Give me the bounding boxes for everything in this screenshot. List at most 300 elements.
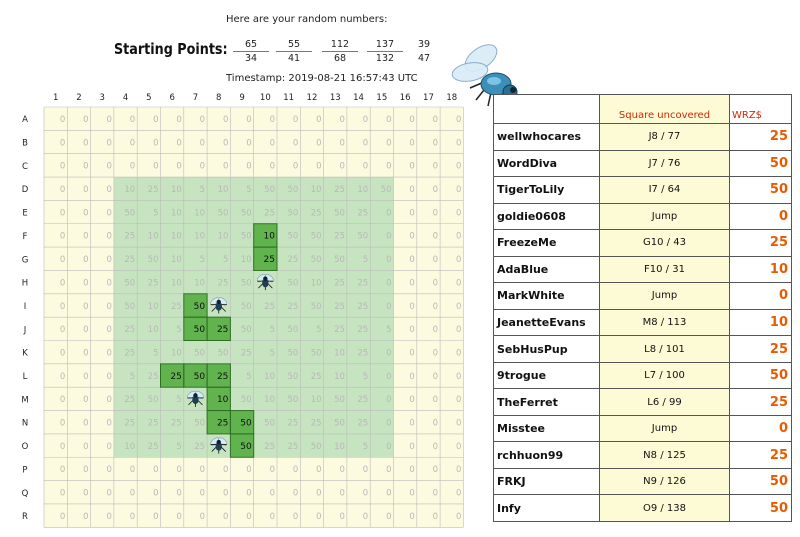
cell-value: 0: [106, 371, 112, 382]
cell-value: 0: [222, 138, 229, 149]
cell-value: 0: [316, 488, 322, 499]
player-name: SebHusPup: [494, 336, 600, 363]
cell-value: 0: [409, 278, 415, 289]
column-label: 6: [169, 93, 175, 103]
cell-value: 0: [386, 465, 392, 476]
cell-value: 10: [194, 278, 206, 289]
cell-value: 0: [455, 161, 462, 172]
player-name: goldie0608: [494, 203, 600, 230]
cell-value: 0: [409, 465, 415, 476]
cell-value: 25: [287, 255, 299, 266]
cell-value: 5: [386, 325, 392, 336]
starting-points-label: Starting Points:: [114, 40, 228, 58]
cell-value: 0: [176, 161, 182, 172]
cell-value: 0: [106, 278, 112, 289]
leaderboard-row: [494, 177, 792, 204]
cell-value: 25: [170, 301, 182, 312]
cell-value: 0: [386, 301, 392, 312]
cell-value: 0: [59, 185, 66, 196]
cell-value: 50: [240, 278, 252, 289]
uncovered-value: 25: [216, 371, 229, 382]
cell-value: 10: [170, 255, 182, 266]
cell-value: 50: [264, 185, 275, 196]
cell-value: 0: [455, 465, 462, 476]
cell-value: 0: [432, 348, 439, 359]
cell-value: 0: [59, 325, 66, 336]
player-name: FreezeMe: [494, 230, 600, 257]
square-uncovered: Jump: [600, 415, 730, 442]
cell-value: 25: [147, 371, 159, 382]
cell-value: 50: [124, 301, 136, 312]
cell-value: 0: [339, 465, 345, 476]
cell-value: 0: [83, 488, 89, 499]
cell-value: 0: [222, 161, 229, 172]
cell-value: 0: [269, 465, 275, 476]
cell-value: 0: [83, 325, 89, 336]
cell-value: 25: [310, 418, 322, 429]
row-label: C: [22, 161, 28, 172]
cell-value: 25: [194, 441, 206, 452]
cell-value: 0: [176, 511, 182, 522]
cell-value: 0: [339, 114, 345, 125]
cell-value: 5: [153, 208, 159, 219]
cell-value: 25: [357, 278, 369, 289]
cell-value: 0: [455, 488, 462, 499]
leaderboard-row: [494, 442, 792, 469]
cell-value: 5: [246, 185, 252, 196]
cell-value: 0: [316, 138, 322, 149]
cell-value: 25: [124, 325, 136, 336]
cell-value: 0: [83, 161, 89, 172]
cell-value: 0: [455, 348, 462, 359]
cell-value: 0: [83, 418, 89, 429]
cell-value: 0: [246, 488, 252, 499]
cell-value: 0: [432, 301, 439, 312]
cell-value: 50: [287, 371, 299, 382]
square-uncovered: J8 / 77: [600, 124, 730, 151]
square-uncovered: M8 / 113: [600, 309, 730, 336]
random-number-bottom: 68: [333, 53, 347, 64]
cell-value: 50: [124, 278, 136, 289]
cell-value: 0: [316, 114, 322, 125]
cell-value: 10: [334, 371, 345, 382]
cell-value: 25: [124, 418, 136, 429]
cell-value: 0: [432, 325, 439, 336]
column-label: 10: [259, 93, 271, 103]
wrz-amount: 25: [730, 389, 792, 416]
cell-value: 0: [455, 231, 462, 242]
column-label: 15: [376, 93, 388, 103]
cell-value: 5: [176, 395, 182, 406]
cell-value: 0: [59, 301, 66, 312]
cell-value: 0: [153, 138, 159, 149]
cell-value: 0: [292, 114, 299, 125]
row-label: L: [22, 372, 28, 383]
cell-value: 0: [432, 231, 439, 242]
cell-value: 0: [83, 231, 89, 242]
cell-value: 0: [432, 208, 439, 219]
cell-value: 0: [106, 348, 112, 359]
cell-value: 25: [124, 348, 136, 359]
random-number-bottom: 47: [417, 53, 431, 64]
cell-value: 0: [409, 208, 415, 219]
cell-value: 0: [129, 488, 136, 499]
cell-value: 50: [310, 441, 322, 452]
random-number-bottom: 34: [244, 53, 258, 64]
cell-value: 0: [199, 114, 206, 125]
cell-value: 0: [455, 511, 462, 522]
cell-value: 50: [124, 208, 136, 219]
cell-value: 0: [339, 511, 345, 522]
cell-value: 0: [409, 418, 415, 429]
cell-value: 50: [287, 395, 299, 406]
cell-value: 50: [287, 208, 299, 219]
leaderboard-row: [494, 256, 792, 283]
cell-value: 50: [287, 325, 299, 336]
cell-value: 0: [129, 511, 136, 522]
cell-value: 50: [240, 395, 252, 406]
cell-value: 0: [59, 488, 66, 499]
timestamp: Timestamp: 2019-08-21 16:57:43 UTC: [226, 73, 418, 84]
column-label: 14: [353, 93, 364, 103]
cell-value: 0: [269, 138, 275, 149]
cell-value: 0: [409, 395, 415, 406]
cell-value: 0: [59, 418, 66, 429]
cell-value: 0: [106, 208, 112, 219]
leaderboard-row: [494, 230, 792, 257]
cell-value: 0: [106, 138, 112, 149]
cell-value: 50: [310, 301, 322, 312]
cell-value: 10: [170, 231, 182, 242]
cell-value: 0: [386, 138, 392, 149]
cell-value: 50: [240, 208, 252, 219]
cell-value: 0: [455, 441, 462, 452]
cell-value: 0: [222, 465, 229, 476]
cell-value: 0: [176, 488, 182, 499]
wrz-amount: 50: [730, 177, 792, 204]
cell-value: 5: [246, 371, 252, 382]
leaderboard-row: [494, 415, 792, 442]
cell-value: 0: [106, 185, 112, 196]
uncovered-value: 25: [216, 418, 229, 429]
cell-value: 0: [59, 114, 66, 125]
cell-value: 0: [409, 441, 415, 452]
cell-value: 0: [292, 488, 299, 499]
cell-value: 25: [170, 418, 182, 429]
cell-value: 5: [362, 371, 369, 382]
cell-value: 0: [59, 138, 66, 149]
player-name: MarkWhite: [494, 283, 600, 310]
cell-value: 0: [83, 348, 89, 359]
cell-value: 0: [106, 161, 112, 172]
cell-value: 0: [59, 371, 66, 382]
cell-value: 0: [59, 348, 66, 359]
cell-value: 0: [222, 488, 229, 499]
cell-value: 25: [147, 418, 159, 429]
cell-value: 25: [264, 208, 275, 219]
cell-value: 5: [176, 441, 182, 452]
cell-value: 50: [310, 255, 322, 266]
cell-value: 0: [432, 278, 439, 289]
cell-value: 0: [153, 511, 159, 522]
cell-value: 25: [240, 348, 252, 359]
cell-value: 0: [59, 255, 66, 266]
uncovered-value: 50: [193, 301, 206, 312]
column-label: 2: [76, 93, 82, 103]
cell-value: 0: [386, 278, 392, 289]
cell-value: 0: [246, 511, 252, 522]
column-label: 12: [306, 93, 318, 103]
cell-value: 0: [409, 255, 415, 266]
cell-value: 0: [106, 325, 112, 336]
cell-value: 50: [217, 208, 229, 219]
cell-value: 0: [153, 488, 159, 499]
square-uncovered: L8 / 101: [600, 336, 730, 363]
player-name: wellwhocares: [494, 124, 600, 151]
cell-value: 5: [362, 441, 369, 452]
cell-value: 0: [176, 465, 182, 476]
player-name: TheFerret: [494, 389, 600, 416]
cell-value: 25: [357, 395, 369, 406]
cell-value: 50: [310, 348, 322, 359]
cell-value: 25: [310, 371, 322, 382]
random-number-top: 137: [375, 39, 395, 50]
wrz-amount: 0: [730, 415, 792, 442]
cell-value: 10: [217, 185, 229, 196]
square-uncovered: I7 / 64: [600, 177, 730, 204]
cell-value: 5: [362, 255, 369, 266]
cell-value: 0: [455, 208, 462, 219]
fly-head: [193, 393, 197, 397]
column-label: 9: [239, 93, 245, 103]
cell-value: 5: [199, 255, 206, 266]
leaderboard-row: [494, 124, 792, 151]
cell-value: 0: [386, 371, 392, 382]
cell-value: 0: [176, 114, 182, 125]
cell-value: 50: [334, 418, 345, 429]
cell-value: 0: [153, 114, 159, 125]
cell-value: 50: [310, 231, 322, 242]
cell-value: 0: [153, 465, 159, 476]
cell-value: 0: [199, 511, 206, 522]
cell-value: 50: [334, 208, 345, 219]
cell-value: 10: [310, 395, 322, 406]
cell-value: 5: [199, 185, 206, 196]
cell-value: 0: [83, 114, 89, 125]
random-number-top: 39: [417, 39, 431, 50]
cell-value: 0: [455, 371, 462, 382]
player-name: JeanetteEvans: [494, 309, 600, 336]
square-uncovered: G10 / 43: [600, 230, 730, 257]
cell-value: 50: [264, 418, 275, 429]
cell-value: 0: [386, 114, 392, 125]
player-name: TigerToLily: [494, 177, 600, 204]
cell-value: 0: [362, 161, 369, 172]
cell-value: 0: [386, 418, 392, 429]
player-name: rchhuon99: [494, 442, 600, 469]
cell-value: 50: [240, 231, 252, 242]
cell-value: 0: [409, 185, 415, 196]
row-label: J: [23, 325, 27, 336]
header-name: [494, 95, 600, 124]
wrz-amount: 25: [730, 336, 792, 363]
cell-value: 0: [409, 138, 415, 149]
wrz-amount: 50: [730, 362, 792, 389]
cell-value: 0: [83, 138, 89, 149]
column-label: 16: [399, 93, 411, 103]
cell-value: 0: [269, 488, 275, 499]
cell-value: 0: [409, 114, 415, 125]
cell-value: 0: [59, 511, 66, 522]
player-name: Misstee: [494, 415, 600, 442]
cell-value: 25: [357, 418, 369, 429]
cell-value: 0: [269, 511, 275, 522]
cell-value: 0: [455, 255, 462, 266]
cell-value: 0: [432, 161, 439, 172]
leaderboard-row: [494, 468, 792, 495]
column-label: 18: [446, 93, 458, 103]
cell-value: 0: [432, 185, 439, 196]
wrz-amount: 25: [730, 124, 792, 151]
cell-value: 0: [292, 465, 299, 476]
cell-value: 0: [59, 395, 66, 406]
cell-value: 0: [386, 395, 392, 406]
cell-value: 5: [129, 371, 136, 382]
row-label: P: [22, 465, 28, 476]
cell-value: 0: [362, 488, 369, 499]
cell-value: 10: [264, 395, 275, 406]
random-number-bottom: 132: [375, 53, 395, 64]
header-wrz-amount: WRZ$: [730, 95, 792, 124]
cell-value: 10: [240, 255, 252, 266]
cell-value: 50: [380, 185, 392, 196]
cell-value: 10: [147, 325, 159, 336]
cell-value: 0: [362, 465, 369, 476]
uncovered-value: 25: [216, 325, 229, 336]
cell-value: 0: [106, 231, 112, 242]
random-number-bottom: 41: [287, 53, 301, 64]
player-name: 9trogue: [494, 362, 600, 389]
leaderboard-row: [494, 389, 792, 416]
cell-value: 50: [194, 418, 206, 429]
square-uncovered: N9 / 126: [600, 468, 730, 495]
wrz-amount: 50: [730, 150, 792, 177]
cell-value: 0: [59, 278, 66, 289]
cell-value: 0: [106, 441, 112, 452]
cell-value: 25: [287, 301, 299, 312]
cell-value: 0: [409, 301, 415, 312]
cell-value: 10: [124, 185, 136, 196]
uncovered-value: 50: [193, 325, 206, 336]
cell-value: 0: [269, 114, 275, 125]
leaderboard-row: [494, 336, 792, 363]
cell-value: 25: [147, 441, 159, 452]
cell-value: 5: [222, 255, 229, 266]
uncovered-value: 50: [193, 371, 206, 382]
cell-value: 0: [129, 161, 136, 172]
cell-value: 0: [409, 161, 415, 172]
row-label: B: [22, 138, 28, 149]
fly-head: [263, 276, 267, 280]
cell-value: 0: [129, 465, 136, 476]
cell-value: 0: [432, 371, 439, 382]
cell-value: 25: [334, 231, 345, 242]
cell-value: 0: [59, 208, 66, 219]
cell-value: 0: [432, 511, 439, 522]
cell-value: 0: [455, 185, 462, 196]
cell-value: 0: [83, 185, 89, 196]
cell-value: 0: [59, 161, 66, 172]
wrz-amount: 50: [730, 495, 792, 522]
leaderboard-row: [494, 309, 792, 336]
cell-value: 0: [386, 208, 392, 219]
cell-value: 0: [432, 255, 439, 266]
random-number-top: 65: [244, 39, 258, 50]
cell-value: 25: [287, 418, 299, 429]
cell-value: 10: [194, 231, 206, 242]
cell-value: 25: [310, 208, 322, 219]
column-label: 17: [423, 93, 434, 103]
row-label: I: [23, 301, 27, 312]
cell-value: 10: [170, 208, 182, 219]
column-label: 11: [283, 93, 295, 103]
cell-value: 0: [246, 161, 252, 172]
wrz-amount: 10: [730, 256, 792, 283]
cell-value: 0: [83, 278, 89, 289]
cell-value: 50: [334, 395, 345, 406]
header-square-uncovered: Square uncovered: [600, 95, 730, 124]
cell-value: 10: [170, 185, 182, 196]
square-uncovered: N8 / 125: [600, 442, 730, 469]
square-uncovered: F10 / 31: [600, 256, 730, 283]
cell-value: 0: [246, 465, 252, 476]
cell-value: 25: [334, 185, 345, 196]
cell-value: 25: [264, 301, 275, 312]
row-label: Q: [21, 488, 29, 499]
column-label: 7: [192, 93, 199, 103]
random-number-top: 112: [330, 39, 350, 50]
cell-value: 25: [124, 395, 136, 406]
cell-value: 0: [83, 208, 89, 219]
square-uncovered: Jump: [600, 283, 730, 310]
player-name: AdaBlue: [494, 256, 600, 283]
cell-value: 0: [409, 488, 415, 499]
uncovered-value: 50: [240, 441, 252, 452]
wrz-amount: 50: [730, 468, 792, 495]
random-numbers-title: Here are your random numbers:: [226, 14, 388, 25]
cell-value: 25: [147, 278, 159, 289]
cell-value: 0: [316, 511, 322, 522]
row-label: H: [21, 278, 29, 289]
cell-value: 10: [310, 278, 322, 289]
cell-value: 0: [106, 114, 112, 125]
square-uncovered: L6 / 99: [600, 389, 730, 416]
cell-value: 0: [83, 301, 89, 312]
row-label: E: [22, 208, 28, 219]
leaderboard-table: [493, 94, 792, 522]
uncovered-value: 50: [240, 418, 252, 429]
uncovered-value: 10: [216, 395, 229, 406]
cell-value: 0: [455, 138, 462, 149]
cell-value: 25: [217, 278, 229, 289]
cell-value: 0: [83, 395, 89, 406]
wrz-amount: 10: [730, 309, 792, 336]
column-label: 3: [99, 93, 105, 103]
uncovered-value: 25: [263, 255, 275, 266]
cell-value: 25: [334, 325, 345, 336]
cell-value: 50: [194, 348, 206, 359]
row-label: M: [21, 395, 29, 406]
